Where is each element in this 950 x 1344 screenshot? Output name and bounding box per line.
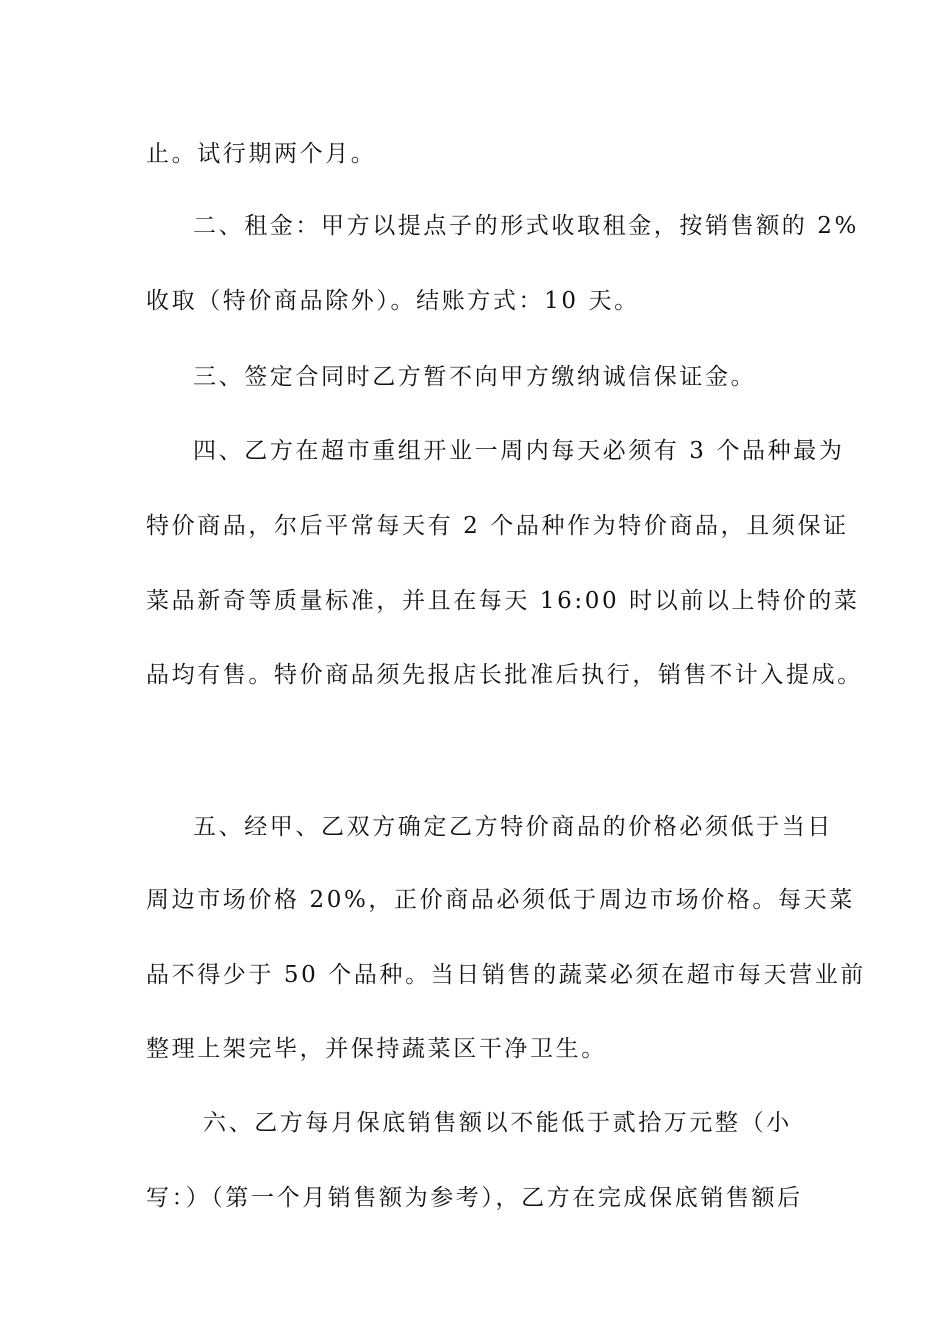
paragraph-line: 收取（特价商品除外）。结账方式：10 天。 <box>146 288 640 314</box>
paragraph-line: 止。试行期两个月。 <box>146 141 377 167</box>
paragraph-line: 整理上架完毕，并保持蔬菜区干净卫生。 <box>146 1036 607 1062</box>
paragraph-line: 特价商品，尔后平常每天有 2 个品种作为特价商品，且须保证 <box>146 513 849 539</box>
paragraph-line: 二、租金：甲方以提点子的形式收取租金，按销售额的 2% <box>193 213 859 239</box>
paragraph-line: 品均有售。特价商品须先报店长批准后执行，销售不计入提成。 <box>146 662 863 688</box>
paragraph-line: 五、经甲、乙双方确定乙方特价商品的价格必须低于当日 <box>193 814 833 840</box>
paragraph-line: 周边市场价格 20%，正价商品必须低于周边市场价格。每天菜 <box>146 887 855 913</box>
paragraph-line: 写：）（第一个月销售额为参考），乙方在完成保底销售额后 <box>146 1185 803 1211</box>
paragraph-line: 四、乙方在超市重组开业一周内每天必须有 3 个品种最为 <box>193 438 845 464</box>
paragraph-line: 菜品新奇等质量标准，并且在每天 16:00 时以前以上特价的菜 <box>146 588 860 614</box>
paragraph-line: 品不得少于 50 个品种。当日销售的蔬菜必须在超市每天营业前 <box>146 962 866 988</box>
paragraph-line: 三、签定合同时乙方暂不向甲方缴纳诚信保证金。 <box>193 364 757 390</box>
paragraph-line: 六、乙方每月保底销售额以不能低于贰拾万元整（小 <box>203 1110 792 1136</box>
